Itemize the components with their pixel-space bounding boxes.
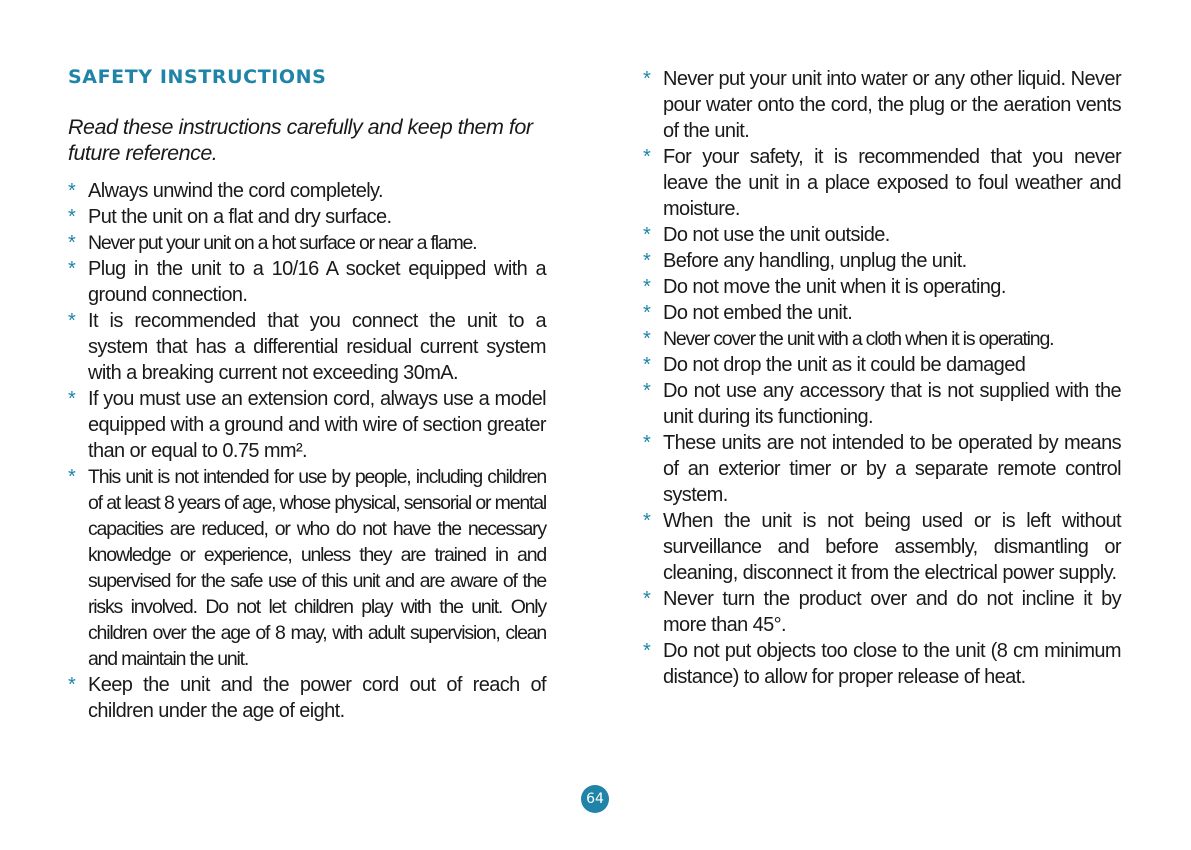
- bullet-star-icon: *: [643, 432, 651, 454]
- list-item: [643, 430, 1121, 508]
- bullet-star-icon: *: [68, 180, 76, 202]
- bullet-star-icon: *: [643, 224, 651, 246]
- list-item-text: Put the unit on a flat and dry surface.: [88, 206, 392, 228]
- list-item: [643, 66, 1121, 144]
- list-item-text: Keep the unit and the power cord out of reach of children under the age of eight.: [88, 674, 546, 722]
- bullet-star-icon: *: [68, 258, 76, 280]
- page-title: SAFETY INSTRUCTIONS: [68, 66, 327, 88]
- list-item-text: Never put your unit into water or any other liquid. Never pour water onto the cord, the plug or the aeration vents of the unit.: [663, 68, 1121, 142]
- bullet-star-icon: *: [68, 232, 75, 254]
- bullet-star-icon: *: [643, 328, 650, 350]
- list-item: [68, 178, 546, 204]
- bullet-star-icon: *: [643, 510, 651, 532]
- list-item: [643, 352, 1121, 378]
- bullet-star-icon: *: [68, 674, 76, 696]
- list-item-text: For your safety, it is recommended that you never leave the unit in a place exposed to foul weather and moisture.: [663, 146, 1121, 220]
- page-number-badge: 64: [581, 785, 609, 813]
- list-item-text: Never turn the product over and do not incline it by more than 45°.: [663, 588, 1121, 636]
- bullet-star-icon: *: [643, 380, 651, 402]
- right-instruction-list: [643, 66, 1121, 690]
- bullet-star-icon: *: [643, 250, 651, 272]
- list-item: [68, 230, 546, 256]
- list-item: [68, 672, 546, 724]
- bullet-star-icon: *: [68, 310, 76, 332]
- bullet-star-icon: *: [68, 388, 76, 410]
- bullet-star-icon: *: [643, 588, 651, 610]
- list-item-text: When the unit is not being used or is left without surveillance and before assembly, dismantling or cleaning, disconnect it from the electrical power supply.: [663, 510, 1121, 584]
- bullet-star-icon: *: [68, 206, 76, 228]
- bullet-star-icon: *: [643, 640, 651, 662]
- intro-text: Read these instructions carefully and keep them for future reference.: [68, 115, 533, 165]
- list-item-text: Plug in the unit to a 10/16 A socket equipped with a ground connection.: [88, 258, 546, 306]
- bullet-star-icon: *: [643, 68, 651, 90]
- bullet-star-icon: *: [68, 466, 75, 488]
- left-instruction-list: [68, 178, 546, 724]
- list-item-text: Do not embed the unit.: [663, 302, 853, 324]
- bullet-star-icon: *: [643, 146, 651, 168]
- list-item-text: Never cover the unit with a cloth when it is operating.: [663, 328, 1054, 350]
- list-item: [643, 248, 1121, 274]
- bullet-star-icon: *: [643, 302, 651, 324]
- list-item-text: If you must use an extension cord, always use a model equipped with a ground and with wire of section greater than or equal to 0.75 mm².: [88, 388, 546, 462]
- list-item-text: Always unwind the cord completely.: [88, 180, 383, 202]
- list-item: [68, 204, 546, 230]
- list-item: [643, 144, 1121, 222]
- list-item: [643, 638, 1121, 690]
- list-item: [643, 300, 1121, 326]
- list-item-text: Before any handling, unplug the unit.: [663, 250, 967, 272]
- list-item: [68, 464, 546, 672]
- list-item: [68, 256, 546, 308]
- list-item: [643, 378, 1121, 430]
- bullet-star-icon: *: [643, 354, 651, 376]
- list-item: [643, 222, 1121, 248]
- list-item: [643, 326, 1121, 352]
- list-item: [68, 386, 546, 464]
- list-item-text: Never put your unit on a hot surface or near a flame.: [88, 232, 477, 254]
- list-item: [643, 274, 1121, 300]
- list-item-text: Do not put objects too close to the unit (8 cm minimum distance) to allow for proper release of heat.: [663, 640, 1121, 688]
- list-item: [643, 508, 1121, 586]
- list-item: [68, 308, 546, 386]
- list-item-text: Do not drop the unit as it could be damaged: [663, 354, 1026, 376]
- list-item-text: Do not use any accessory that is not supplied with the unit during its functioning.: [663, 380, 1121, 428]
- list-item-text: This unit is not intended for use by people, including children of at least 8 years of age, whose physical, sensorial or mental capacities are reduced, or who do not have the necessary knowledge or experience, unless they are trained in and supervised for the safe use of this unit and are aware of the risks involved. Do not let children play with the unit. Only children over the age of 8 may, with adult supervision, clean and maintain the unit.: [88, 466, 546, 670]
- list-item-text: Do not move the unit when it is operating.: [663, 276, 1006, 298]
- list-item: [643, 586, 1121, 638]
- bullet-star-icon: *: [643, 276, 651, 298]
- list-item-text: Do not use the unit outside.: [663, 224, 890, 246]
- list-item-text: These units are not intended to be operated by means of an exterior timer or by a separate remote control system.: [663, 432, 1121, 506]
- list-item-text: It is recommended that you connect the unit to a system that has a differential residual current system with a breaking current not exceeding 30mA.: [88, 310, 546, 384]
